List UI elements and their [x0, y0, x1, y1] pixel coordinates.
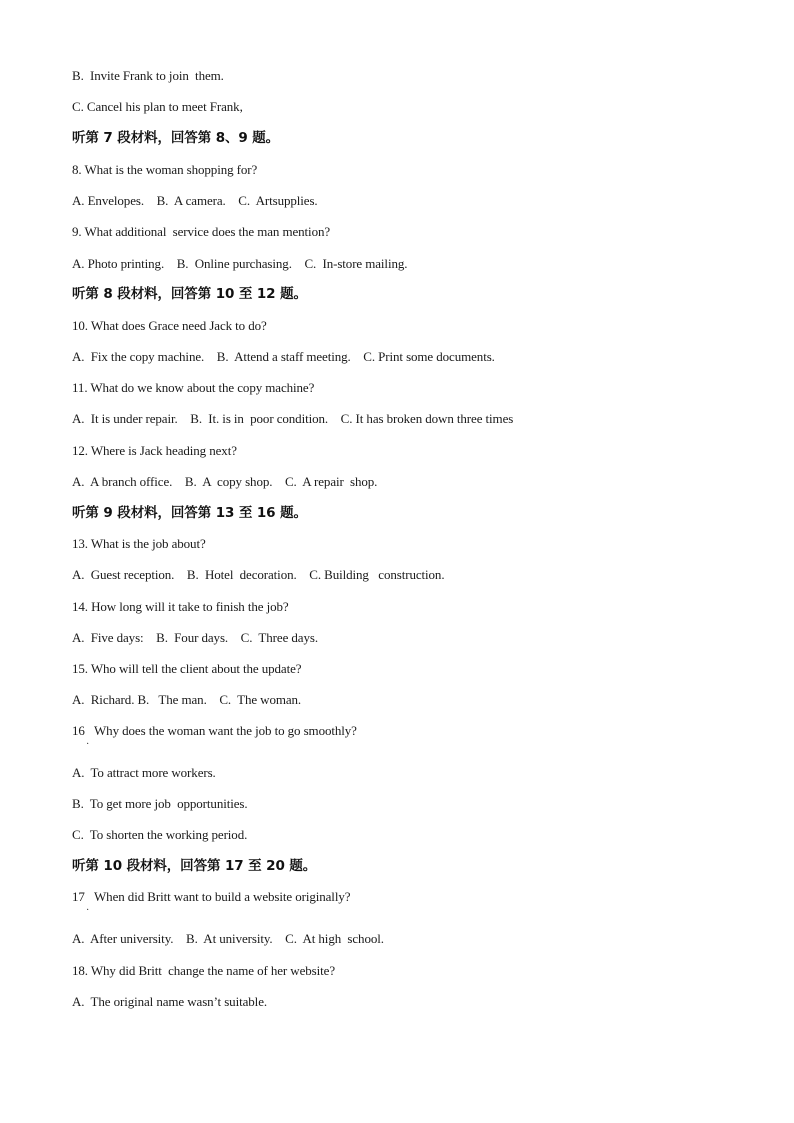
section-heading-8: 听第 8 段材料，回答第 10 至 12 题。	[72, 286, 307, 302]
question-18: 18. Why did Britt change the name of her website?	[72, 963, 335, 978]
question-17: 17 When did Britt want to build a website originally?	[72, 889, 351, 904]
question-9: 9. What additional service does the man mention?	[72, 224, 331, 239]
options-question-10: A. Fix the copy machine. B. Attend a staff meeting. C. Print some documents.	[72, 349, 495, 364]
option-a-question-18: A. The original name wasn’t suitable.	[72, 994, 268, 1009]
options-question-17: A. After university. B. At university. C. At high school.	[72, 931, 384, 946]
options-question-13: A. Guest reception. B. Hotel decoration. C. Building construction.	[72, 567, 445, 582]
question-15: 15. Who will tell the client about the update?	[72, 661, 302, 676]
question-11: 11. What do we know about the copy machine?	[72, 380, 315, 395]
section-heading-10: 听第 10 段材料，回答第 17 至 20 题。	[72, 858, 317, 874]
question-12: 12. Where is Jack heading next?	[72, 443, 237, 458]
option-c-question-16: C. To shorten the working period.	[72, 827, 248, 842]
question-10: 10. What does Grace need Jack to do?	[72, 318, 267, 333]
question-16: 16 Why does the woman want the job to go smoothly?	[72, 723, 357, 738]
option-a-question-16: A. To attract more workers.	[72, 765, 216, 780]
section-heading-9: 听第 9 段材料，回答第 13 至 16 题。	[72, 505, 307, 521]
question-8: 8. What is the woman shopping for?	[72, 162, 258, 177]
option-b-invite-frank: B. Invite Frank to join them.	[72, 68, 224, 83]
option-b-question-16: B. To get more job opportunities.	[72, 796, 248, 811]
section-heading-7: 听第 7 段材料，回答第 8、9 题。	[72, 130, 280, 146]
options-question-9: A. Photo printing. B. Online purchasing. C. In-store mailing.	[72, 256, 408, 271]
options-question-12: A. A branch office. B. A copy shop. C. A repair shop.	[72, 474, 378, 489]
stray-dot-mark: ·	[86, 905, 90, 916]
options-question-15: A. Richard. B. The man. C. The woman.	[72, 692, 302, 707]
option-c-cancel-plan: C. Cancel his plan to meet Frank,	[72, 99, 243, 114]
options-question-8: A. Envelopes. B. A camera. C. Artsupplies.	[72, 193, 318, 208]
options-question-14: A. Five days: B. Four days. C. Three days.	[72, 630, 318, 645]
stray-dot-mark: ·	[86, 739, 90, 750]
question-13: 13. What is the job about?	[72, 536, 206, 551]
options-question-11: A. It is under repair. B. It. is in poor condition. C. It has broken down three times	[72, 411, 514, 426]
question-14: 14. How long will it take to finish the job?	[72, 599, 289, 614]
